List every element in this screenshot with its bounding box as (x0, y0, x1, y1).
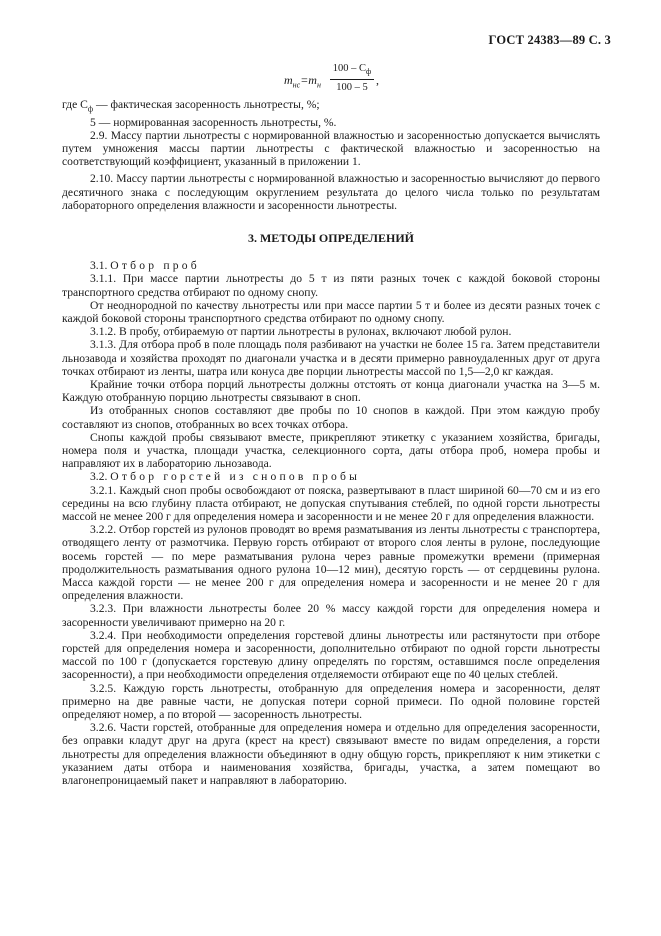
fraction-bar (330, 79, 374, 80)
formula-fraction (330, 62, 374, 94)
formula: $m_{нс}=m_н$ $100 - C_ф$ 100 – 5 , (284, 63, 379, 94)
body-text (62, 98, 600, 787)
paragraph-3-1-3-b: Крайние точки отбора порций льнотресты должны отстоять от конца диагонали участка на 3—5 м. Каждую отобранную порцию льнотресты связывают в сноп. (62, 377, 600, 405)
paragraph-3-2-1: 3.2.1. Каждый сноп пробы освобождают от пояска, развертывают в пласт шириной 60—70 см и из его середины на всю глубину пласта отбирают, не допуская спутывания стеблей, по одной горсти льнотресты массой не менее 200 г для определения номера и засоренности и не менее 20 г для определения влажности. (62, 483, 600, 523)
paragraph-3-2-4: 3.2.4. При необходимости определения горстевой длины льнотресты или растянутости при отборе горстей для определения номера и засоренности, дополнительно отбирают по одной горсти льнотресты массой по 100 г (допускается горстевую длину определять по горстям, оставшимся после определения засоренности), а при необходимости определения отделяемости отбирают еще по 40 целых стеблей. (62, 628, 600, 682)
paragraph-2-10: 2.10. Массу партии льнотресты с нормированной влажностью и засоренностью вычисляют до первого десятичного знака с последующим округлением результата до целого числа только по результатам лабораторного определения влажности и засоренности льнотресты. (62, 172, 600, 212)
formula-numerator: $100 - C_ф$ (332, 63, 372, 77)
paragraph-3-2-6: 3.2.6. Части горстей, отобранные для определения номера и отдельно для определения засоренности, без оправки кладут друг на друга (крест на крест) связывают вместе по видам определения, а горсти льнотресты для определения влажности объединяют в одну общую горсть, прикрепляют к ним этикетки с указанием даты отбора и наименования хозяйства, бригады, участка, а затем помещают во влагонепроницаемый пакет и направляют в лабораторию. (62, 721, 600, 788)
paragraph-3-2-5: 3.2.5. Каждую горсть льнотресты, отобранную для определения номера и засоренности, делят примерно на две равные части, не допуская потери сорной примеси. По одной половине горстей определяют номер, а по второй — засоренность льнотресты. (62, 681, 600, 722)
page-header: ГОСТ 24383—89 С. 3 (488, 33, 611, 47)
formula-denominator: 100 – 5 (336, 82, 368, 94)
paragraph-3-1-1: 3.1.1. При массе партии льнотресты до 5 т из пяти разных точек с каждой боковой стороны транспортного средства отбирают по одному снопу. (62, 272, 600, 299)
section-title: 3. МЕТОДЫ ОПРЕДЕЛЕНИЙ (247, 230, 414, 245)
paragraph-3-2-3: 3.2.3. При влажности льнотресты более 20 % массу каждой горсти для определения номера и засоренности увеличивают примерно на 20 г. (62, 602, 600, 629)
formula-lhs: $m_{нс}=m_н$ (284, 73, 321, 90)
paragraph-3-1-3-c: Из отобранных снопов составляют две пробы по 10 снопов в каждой. При этом каждую пробу составляют из снопов, отобранных во всех точках отбора. (62, 404, 600, 431)
definition-cf: где $C_ф$ — фактическая засоренность льнотресты, %; (62, 98, 320, 114)
paragraph-3-2-2: 3.2.2. Отбор горстей из рулонов проводят во время разматывания из ленты льнотресты с транспортера, отводящего ленту от размотчика. Первую горсть отбирают от второго слоя ленты в рулоне, последующие восемь горстей — по мере разматывания рулона через равные промежутки времени (примерная продолжительность разматывания одного рулона 10—12 мин), десятую горсть — от сердцевины рулона. Масса каждой горсти — не менее 200 г для определения номера и засоренности и не менее 20 г для определения влажности. (62, 523, 600, 603)
subsection-3-1: 3.1. Отбор проб (90, 259, 200, 273)
subsection-3-2: 3.2. Отбор горстей из снопов пробы (90, 470, 361, 484)
paragraph-2-9: 2.9. Массу партии льнотресты с нормированной влажностью и засоренностью допускается вычислять путем умножения массы партии льнотресты с фактической влажностью и засоренностью на соответствующий коэффициент, указанный в приложении 1. (62, 128, 600, 169)
paragraph-3-1-2: 3.1.2. В пробу, отбираемую от партии льнотресты в рулонах, включают любой рулон. (90, 325, 512, 339)
paragraph-3-1-3: 3.1.3. Для отбора проб в поле площадь поля разбивают на участки не более 15 га. Затем представители льнозавода и хозяйства проходят по диагонали участка и в десяти примерно равноудаленных друг от друга точках отбирают из ленты, шатра или конуса две порции льнотресты массой по 1,5—2,0 кг каждая. (62, 338, 600, 378)
paragraph-3-1-3-d: Снопы каждой пробы связывают вместе, прикрепляют этикетку с указанием хозяйства, бригады, номера поля и участка, площади участка, селекционного сорта, даты отбора проб, номера пробы и направляют их в лабораторию льнозавода. (62, 430, 600, 471)
definition-5: 5 — нормированная засоренность льнотресты, %. (90, 115, 337, 129)
paragraph-3-1-1-b: От неоднородной по качеству льнотресты или при массе партии 5 т и более из десяти разных точек с каждой боковой стороны транспортного средства отбирают по одному снопу. (62, 298, 600, 325)
